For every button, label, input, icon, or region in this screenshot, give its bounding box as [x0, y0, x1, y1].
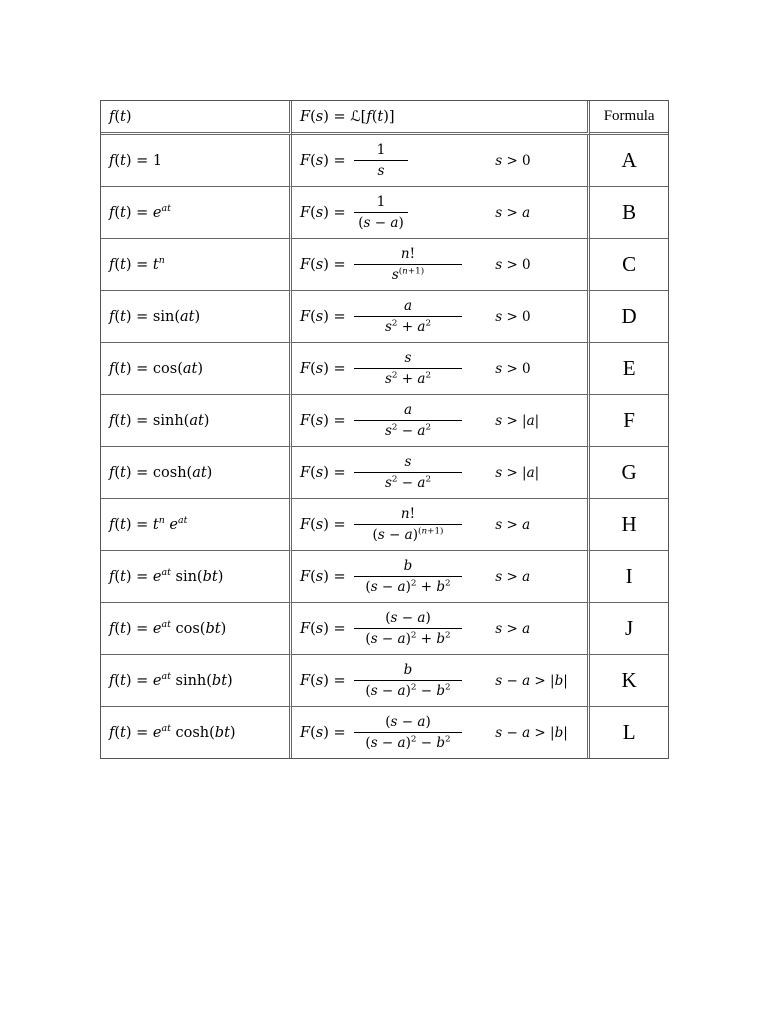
formula-letter: L [622, 720, 636, 744]
formula-letter: F [623, 408, 635, 432]
transform-lhs: F(s) = [300, 152, 346, 169]
transform-lhs: F(s) = [300, 308, 346, 325]
header-laplace: F(s) = ℒ[f(t)] [292, 101, 590, 135]
transform-cell [292, 707, 590, 758]
formula-label [590, 395, 668, 447]
transform-lhs: F(s) = [300, 724, 346, 741]
fraction-numerator: b [403, 662, 413, 678]
time-function: $f(t) = e^{at}$ cos(bt) [101, 603, 292, 655]
fraction-numerator: s [404, 454, 412, 470]
formula-letter: J [625, 616, 634, 640]
region-of-convergence: s − a > |b| [495, 724, 568, 741]
fraction-numerator: n! [400, 246, 416, 262]
formula-label [590, 187, 668, 239]
transform-fraction [354, 402, 462, 439]
formula-letter: A [621, 148, 637, 172]
transform-fraction [354, 298, 462, 335]
fraction-numerator: a [403, 402, 413, 418]
table-row [101, 707, 668, 758]
transform-cell [292, 499, 590, 551]
region-of-convergence: s > a [495, 204, 531, 221]
table-row [101, 187, 668, 239]
transform-cell [292, 655, 590, 707]
region-of-convergence: s > |a| [495, 412, 540, 429]
transform-cell [292, 343, 590, 395]
transform-lhs: F(s) = [300, 412, 346, 429]
table-header-row [101, 101, 668, 135]
transform-fraction [354, 558, 462, 595]
transform-fraction [354, 714, 462, 751]
fraction-denominator: $(s - a)^2 + b^2$ [354, 576, 462, 595]
fraction-denominator: $(s - a)^{(n+1)}$ [354, 524, 462, 543]
transform-cell [292, 395, 590, 447]
transform-fraction [354, 194, 408, 231]
fraction-denominator: $s^2 + a^2$ [354, 368, 462, 387]
formula-label [590, 291, 668, 343]
fraction-numerator: 1 [376, 194, 386, 210]
fraction-numerator: n! [400, 506, 416, 522]
time-function: $f(t) = e^{at}$ sin(bt) [101, 551, 292, 603]
time-function: $f(t) = e^{at}$ [101, 187, 292, 239]
table-row [101, 551, 668, 603]
formula-label [590, 655, 668, 707]
fraction-denominator: $(s - a)^2 - b^2$ [354, 680, 462, 699]
transform-cell [292, 551, 590, 603]
formula-label [590, 447, 668, 499]
region-of-convergence: s > 0 [495, 256, 531, 273]
region-of-convergence: s > |a| [495, 464, 540, 481]
fraction-denominator: $(s - a)^2 - b^2$ [354, 732, 462, 751]
table-row [101, 499, 668, 551]
formula-label [590, 707, 668, 758]
fraction-denominator: (s − a) [354, 212, 408, 231]
formula-label [590, 343, 668, 395]
fraction-denominator: $s^2 + a^2$ [354, 316, 462, 335]
time-function: f(t) = sinh(at) [101, 395, 292, 447]
time-function: $f(t) = e^{at}$ cosh(bt) [101, 707, 292, 758]
formula-letter: B [622, 200, 637, 224]
formula-label [590, 499, 668, 551]
formula-letter: G [621, 460, 637, 484]
transform-fraction [354, 662, 462, 699]
fraction-denominator: $(s - a)^2 + b^2$ [354, 628, 462, 647]
header-f-of-t: f(t) [101, 101, 292, 135]
region-of-convergence: s > 0 [495, 308, 531, 325]
formula-label [590, 551, 668, 603]
fraction-numerator: s [404, 350, 412, 366]
table-row [101, 135, 668, 187]
fraction-numerator: b [403, 558, 413, 574]
time-function: f(t) = 1 [101, 135, 292, 187]
transform-fraction [354, 142, 408, 179]
transform-cell [292, 239, 590, 291]
formula-letter: C [622, 252, 637, 276]
region-of-convergence: s > a [495, 516, 531, 533]
region-of-convergence: s > a [495, 568, 531, 585]
time-function: $f(t) = t^n$ [101, 239, 292, 291]
fraction-denominator: s [354, 160, 408, 179]
table-row [101, 395, 668, 447]
transform-lhs: F(s) = [300, 256, 346, 273]
transform-lhs: F(s) = [300, 620, 346, 637]
transform-cell [292, 135, 590, 187]
transform-fraction [354, 506, 462, 543]
transform-lhs: F(s) = [300, 568, 346, 585]
formula-letter: K [621, 668, 637, 692]
region-of-convergence: s − a > |b| [495, 672, 568, 689]
time-function: $f(t) = t^n$ $e^{at}$ [101, 499, 292, 551]
transform-fraction [354, 350, 462, 387]
transform-cell [292, 447, 590, 499]
fraction-numerator: a [403, 298, 413, 314]
transform-lhs: F(s) = [300, 516, 346, 533]
fraction-numerator: (s − a) [385, 610, 431, 626]
table-row [101, 343, 668, 395]
formula-label [590, 603, 668, 655]
fraction-denominator: $s^{(n+1)}$ [354, 264, 462, 283]
fraction-denominator: $s^2 - a^2$ [354, 472, 462, 491]
time-function: f(t) = sin(at) [101, 291, 292, 343]
transform-fraction [354, 454, 462, 491]
transform-lhs: F(s) = [300, 204, 346, 221]
time-function: $f(t) = e^{at}$ sinh(bt) [101, 655, 292, 707]
region-of-convergence: s > 0 [495, 360, 531, 377]
transform-cell [292, 187, 590, 239]
transform-fraction [354, 246, 462, 283]
fraction-numerator: 1 [376, 142, 386, 158]
table-row [101, 655, 668, 707]
formula-letter: E [622, 356, 636, 380]
transform-lhs: F(s) = [300, 672, 346, 689]
transform-cell [292, 603, 590, 655]
formula-letter: H [621, 512, 637, 536]
table-row [101, 447, 668, 499]
formula-label [590, 239, 668, 291]
region-of-convergence: s > 0 [495, 152, 531, 169]
transform-lhs: F(s) = [300, 360, 346, 377]
laplace-transform-table [100, 100, 669, 759]
transform-fraction [354, 610, 462, 647]
fraction-denominator: $s^2 - a^2$ [354, 420, 462, 439]
table-row [101, 239, 668, 291]
formula-label [590, 135, 668, 187]
table-row [101, 291, 668, 343]
table-row [101, 603, 668, 655]
region-of-convergence: s > a [495, 620, 531, 637]
time-function: f(t) = cos(at) [101, 343, 292, 395]
transform-lhs: F(s) = [300, 464, 346, 481]
header-formula: Formula [590, 101, 668, 135]
formula-letter: I [625, 564, 633, 588]
time-function: f(t) = cosh(at) [101, 447, 292, 499]
transform-cell [292, 291, 590, 343]
fraction-numerator: (s − a) [385, 714, 431, 730]
formula-letter: D [621, 304, 637, 328]
